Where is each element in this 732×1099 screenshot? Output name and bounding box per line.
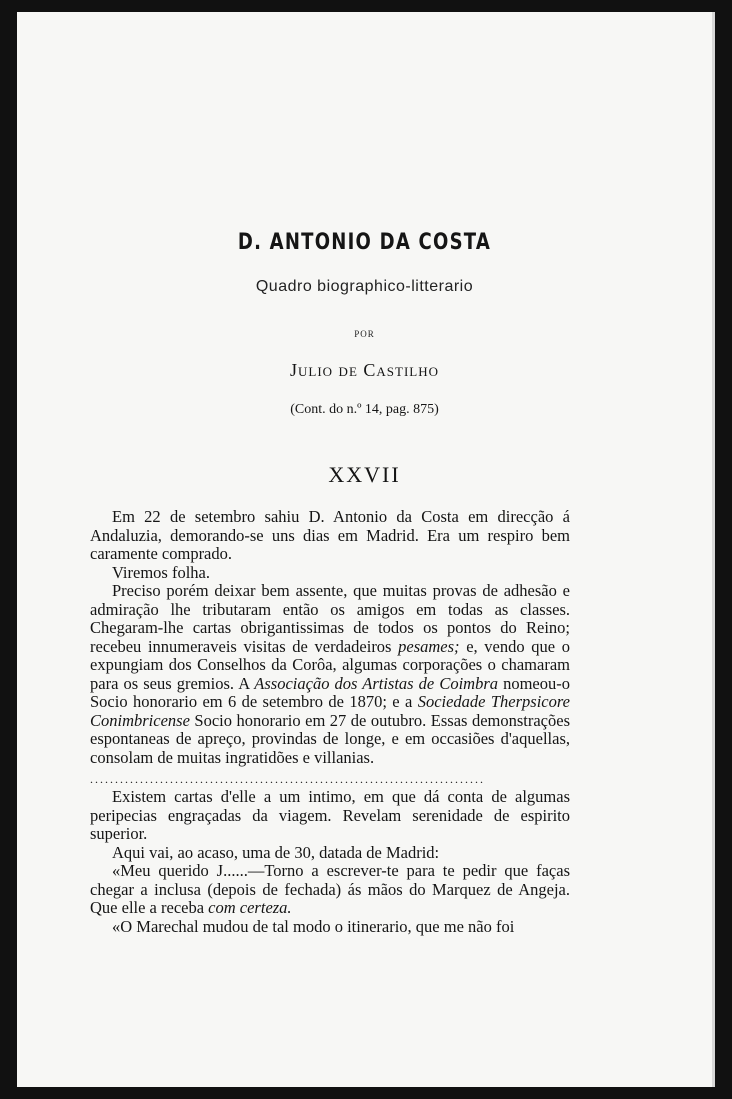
text-run: Existem cartas d'elle a um intimo, em que dá conta de algumas peripecias engraçadas da viagem. Revelam serenidade de espirito superior. xyxy=(90,787,570,843)
italic-text: com certeza. xyxy=(208,898,292,917)
text-run: «O Marechal mudou de tal modo o itinerario, que me não foi xyxy=(112,916,515,936)
text-run: Aqui vai, ao acaso, uma de 30, datada de Madrid: xyxy=(112,842,440,862)
article-subtitle: Quadro biographico-litterario xyxy=(255,278,474,295)
body-text xyxy=(90,508,570,936)
text-run: Viremos folha. xyxy=(112,562,210,582)
section-separator: ............................................................................... xyxy=(90,772,485,786)
author-name: Julio de Castilho xyxy=(290,360,439,380)
paragraph xyxy=(90,582,570,767)
text-run: Socio honorario em 27 de outubro. Essas demonstrações espontaneas de apreço, provindas de longe, e em occasiões d'aquellas, consolam de muitas ingratidões e villanias. xyxy=(90,710,570,767)
text-run: «Meu querido J......—Torno a escrever-te para te pedir que faças chegar a inclusa (depois de fechada) ás mãos do Marquez de Angeja. Que elle a receba xyxy=(90,861,570,917)
text-run: nomeou-o Socio honorario em 6 de setembro de 1870; e a xyxy=(90,673,571,711)
text-run: Preciso porém deixar bem assente, que muitas provas de adhesão e admiração lhe tributaram então os amigos em todas as classes. Chegaram-lhe cartas obrigantissimas de todos os pontos do Reino; recebeu innumeraveis visitas de verdadeiros xyxy=(90,581,570,656)
byline-por: POR xyxy=(354,329,375,339)
italic-text: Associação dos Artistas de Coimbra xyxy=(254,673,499,693)
paragraph xyxy=(90,844,570,863)
book-page xyxy=(17,12,715,1087)
paragraph xyxy=(90,508,570,564)
italic-text: Sociedade Therpsicore Conimbricense xyxy=(90,692,571,730)
continuation-note: (Cont. do n.º 14, pag. 875) xyxy=(290,402,439,417)
text-run: Em 22 de setembro sahiu D. Antonio da Costa em direcção á Andaluzia, demorando-se uns dias em Madrid. Era um respiro bem caramente comprado. xyxy=(90,507,570,563)
paragraph xyxy=(90,918,570,937)
article-title: D. ANTONIO DA COSTA xyxy=(237,230,492,255)
paragraph xyxy=(90,862,570,918)
paragraph xyxy=(90,788,570,844)
italic-text: pesames; xyxy=(398,636,460,656)
text-run: e, vendo que o expungiam dos Conselhos da Corôa, algumas corporações o chamaram para os seus gremios. A xyxy=(90,636,570,693)
paragraph xyxy=(90,564,570,583)
chapter-number: XXVII xyxy=(328,462,401,487)
